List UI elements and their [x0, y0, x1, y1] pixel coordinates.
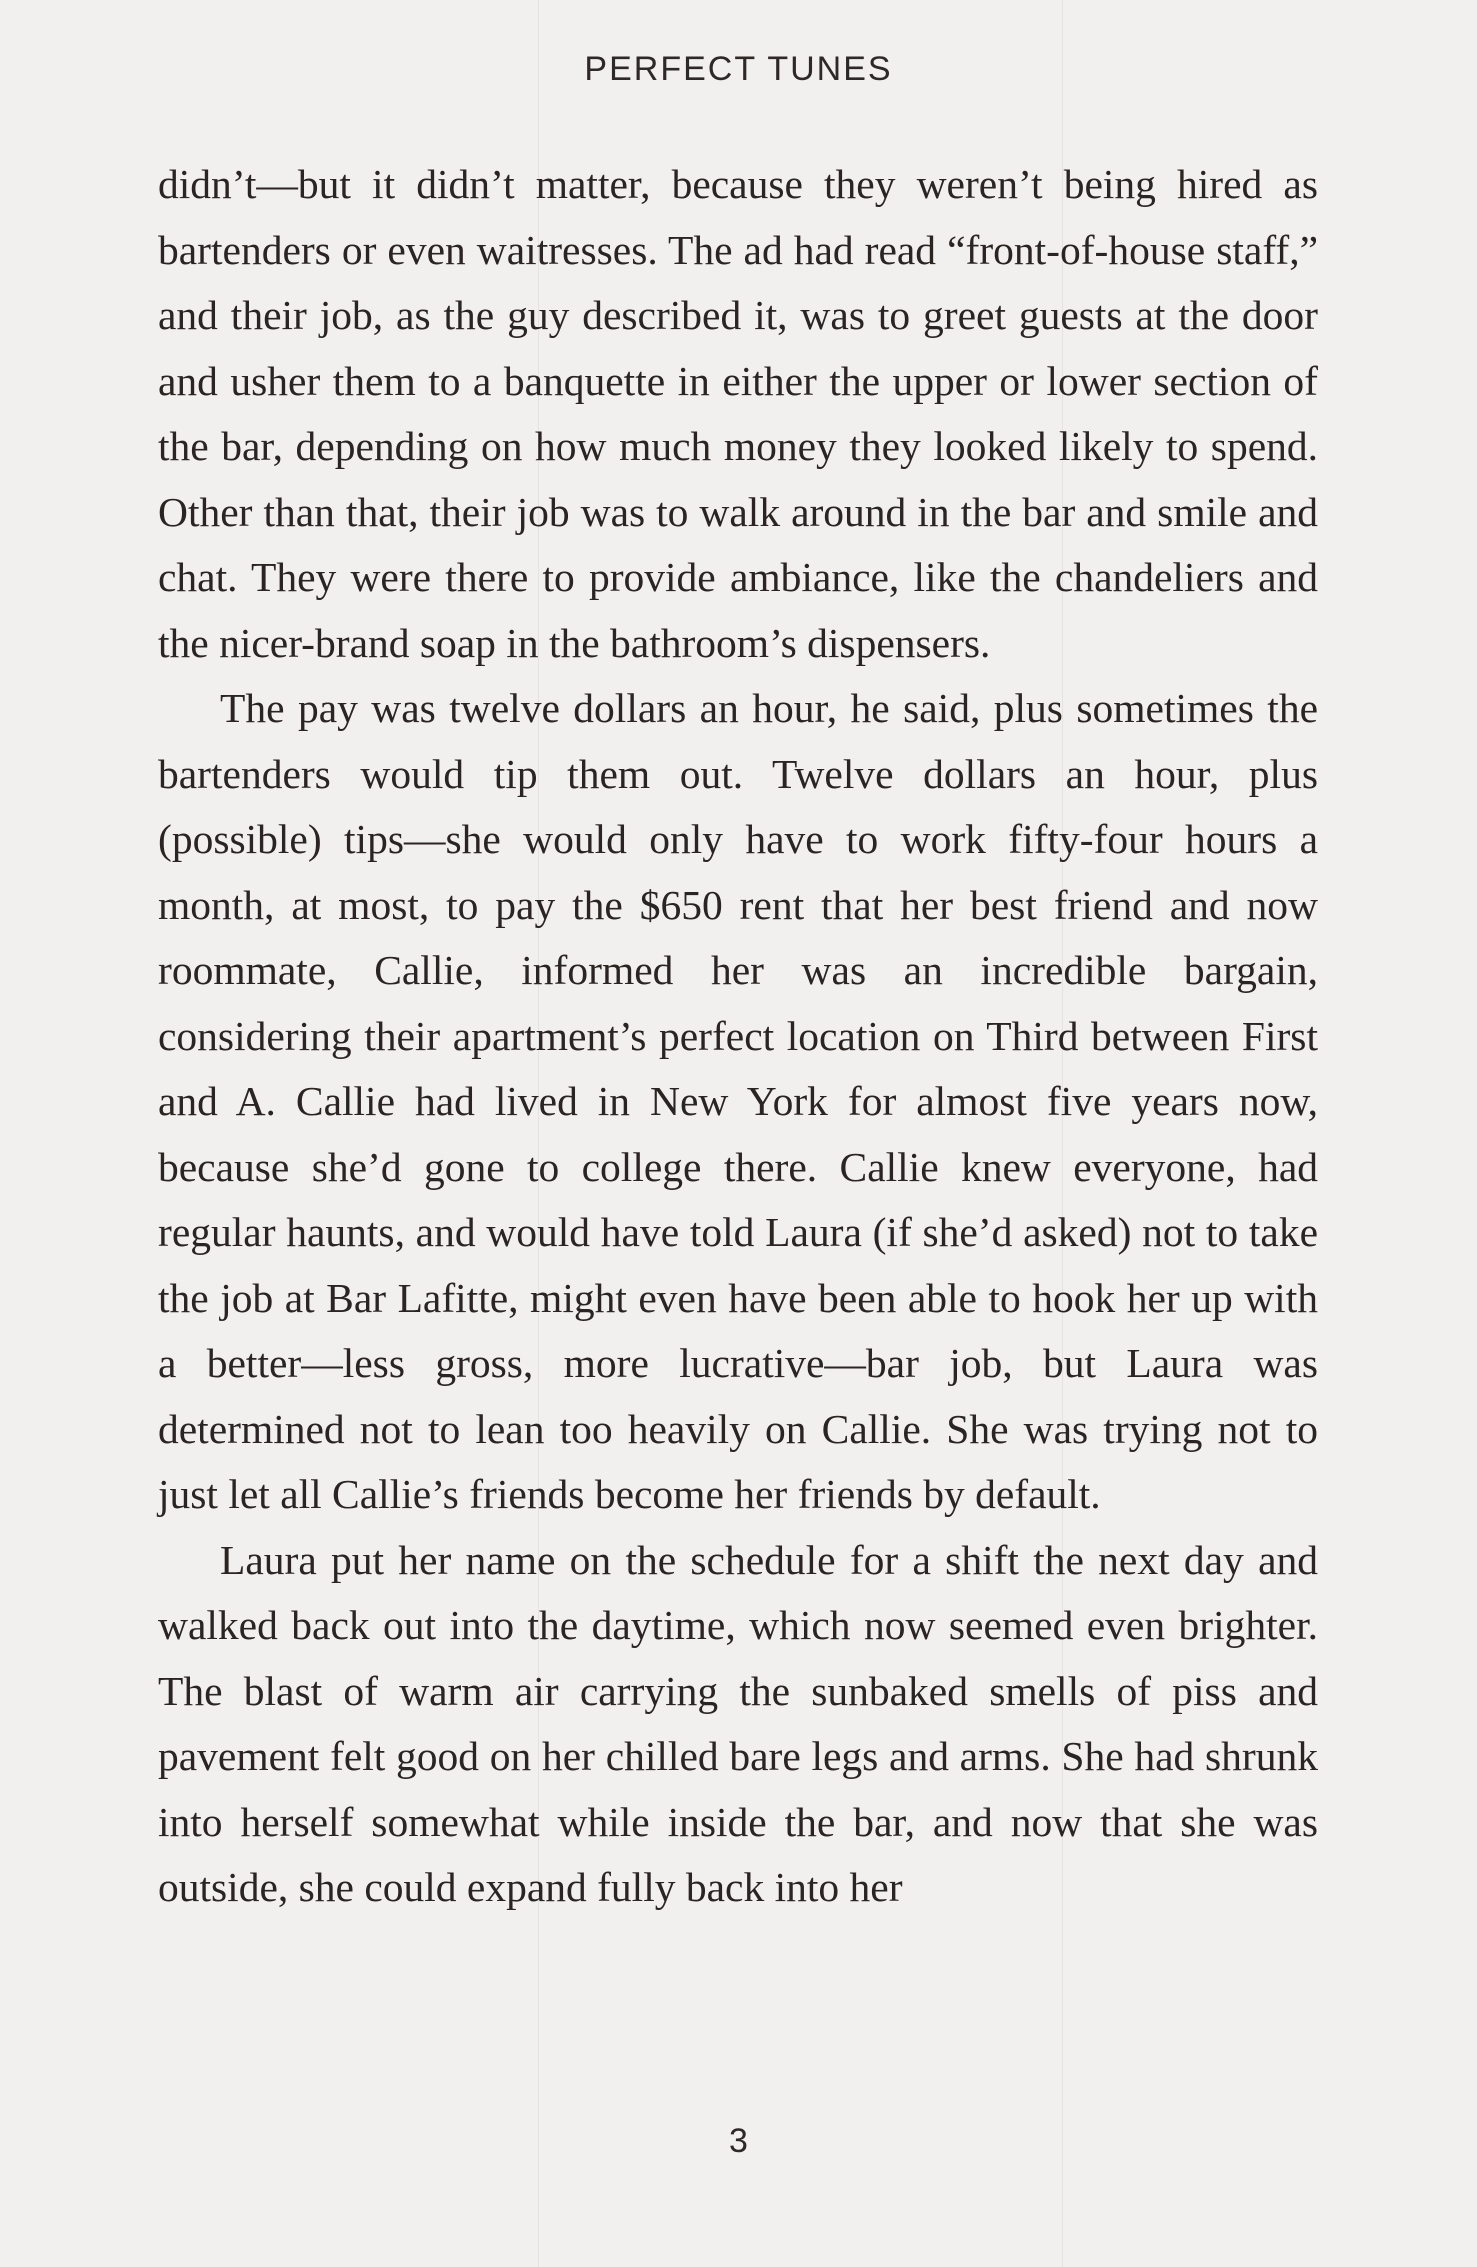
page-number: 3 — [729, 2122, 748, 2160]
paragraph-2: The pay was twelve dollars an hour, he said, plus sometimes the bartenders would tip them out. Twelve dollars an hour, plus (possible) tips—she would only have to work fifty-four hours a month, at most, to pay the $650 rent that her best friend and now roommate, Callie, informed her was an incredible bargain, considering their apartment’s perfect location on Third between First and A. Callie had lived in New York for almost five years now, because she’d gone to college there. Callie knew everyone, had regular haunts, and would have told Laura (if she’d asked) not to take the job at Bar Lafitte, might even have been able to hook her up with a better—less gross, more lucrative—bar job, but Laura was determined not to lean too heavily on Callie. She was trying not to just let all Callie’s friends become her friends by default. — [158, 685, 1318, 1517]
paragraph-3: Laura put her name on the schedule for a shift the next day and walked back out into the daytime, which now seemed even brighter. The blast of warm air carrying the sunbaked smells of piss and pavement felt good on her chilled bare legs and arms. She had shrunk into herself somewhat while inside the bar, and now that she was outside, she could expand fully back into her — [158, 1536, 1318, 1910]
paragraph-1: didn’t—but it didn’t matter, because they weren’t being hired as bartenders or even waitresses. The ad had read “front-of-house staff,” and their job, as the guy described it, was to greet guests at the door and usher them to a banquette in either the upper or lower section of the bar, depending on how much money they looked likely to spend. Other than that, their job was to walk around in the bar and smile and chat. They were there to provide ambiance, like the chandeliers and the nicer-brand soap in the bathroom’s dispensers. — [158, 161, 1318, 666]
running-head: PERFECT TUNES — [584, 50, 893, 88]
body-text — [158, 152, 1318, 1921]
